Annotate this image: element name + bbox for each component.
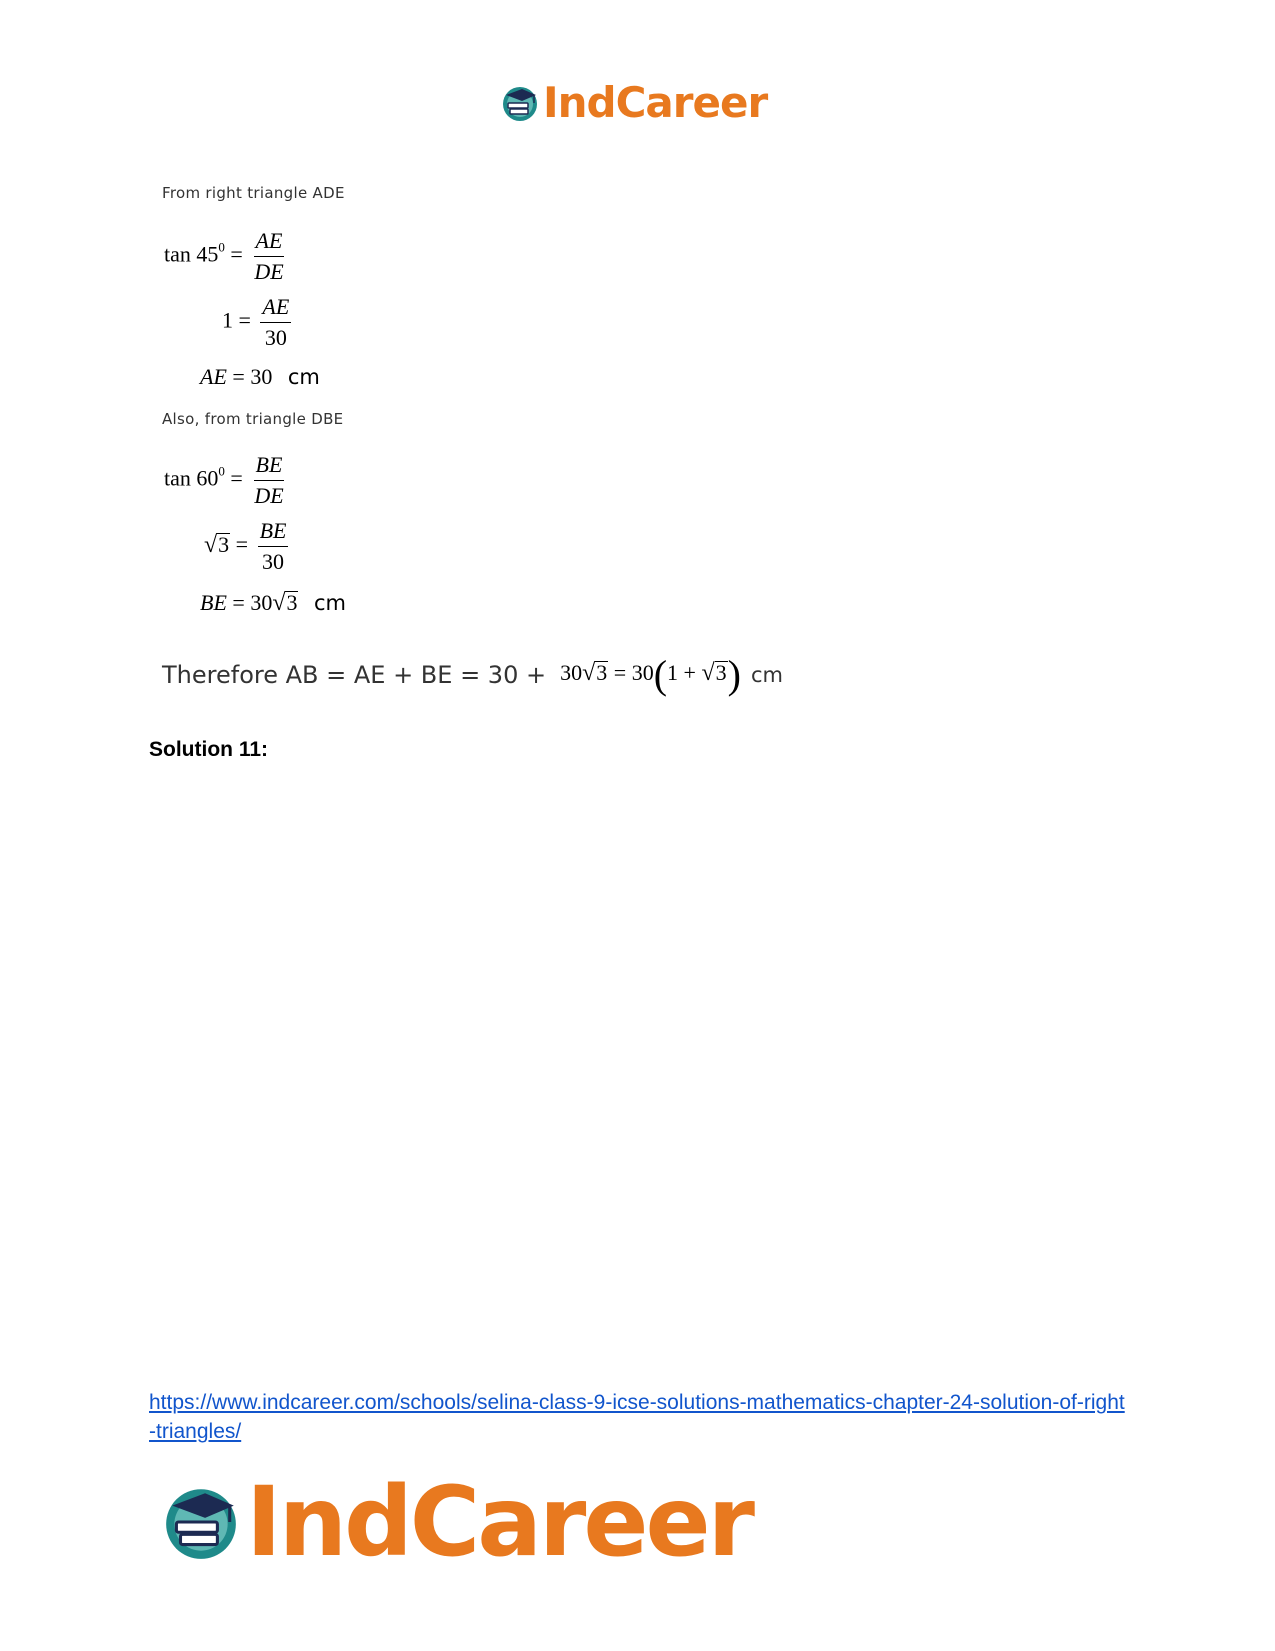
logo-wordmark: IndCareer (246, 1466, 752, 1578)
indcareer-logo-top (500, 78, 767, 127)
square-root-icon: √ 3 (701, 660, 727, 687)
equation-be-result: BE = 30 √ 3 cm (200, 590, 346, 616)
caption-triangle-dbe: Also, from triangle DBE (162, 410, 344, 428)
equation-tan60: $\tan 60^0$ = $\frac{BE}{DE}$ (164, 452, 284, 508)
solution-heading: Solution 11: (149, 738, 269, 761)
caption-triangle-ade: From right triangle ADE (162, 184, 345, 202)
square-root-icon: √ 3 (204, 531, 230, 558)
equation-root3-equals: √ 3 = $\frac{BE}{30}$ (204, 518, 287, 574)
square-root-icon: √ 3 (272, 590, 298, 616)
graduation-cap-book-icon (500, 83, 540, 123)
source-link[interactable]: https://www.indcareer.com/schools/selina-class-9-icse-solutions-mathematics-chapter-24-solution-of-right-triangles/ (149, 1391, 1125, 1443)
square-root-icon: √ 3 (582, 660, 608, 687)
indcareer-logo-bottom (160, 1466, 752, 1578)
equation-one-equals: 1 = $\frac{AE}{30}$ (222, 294, 290, 350)
equation-tan45: $\tan 45^0$ = $\frac{AE}{DE}$ (164, 228, 284, 284)
logo-wordmark: IndCareer (543, 78, 768, 127)
equation-ae-result: AE = 30 cm (200, 364, 320, 389)
graduation-cap-book-icon (160, 1481, 242, 1563)
conclusion-line: Therefore AB = AE + BE = 30 + 30 √ 3 = 30(1 + √ 3 ) cm (162, 652, 783, 697)
